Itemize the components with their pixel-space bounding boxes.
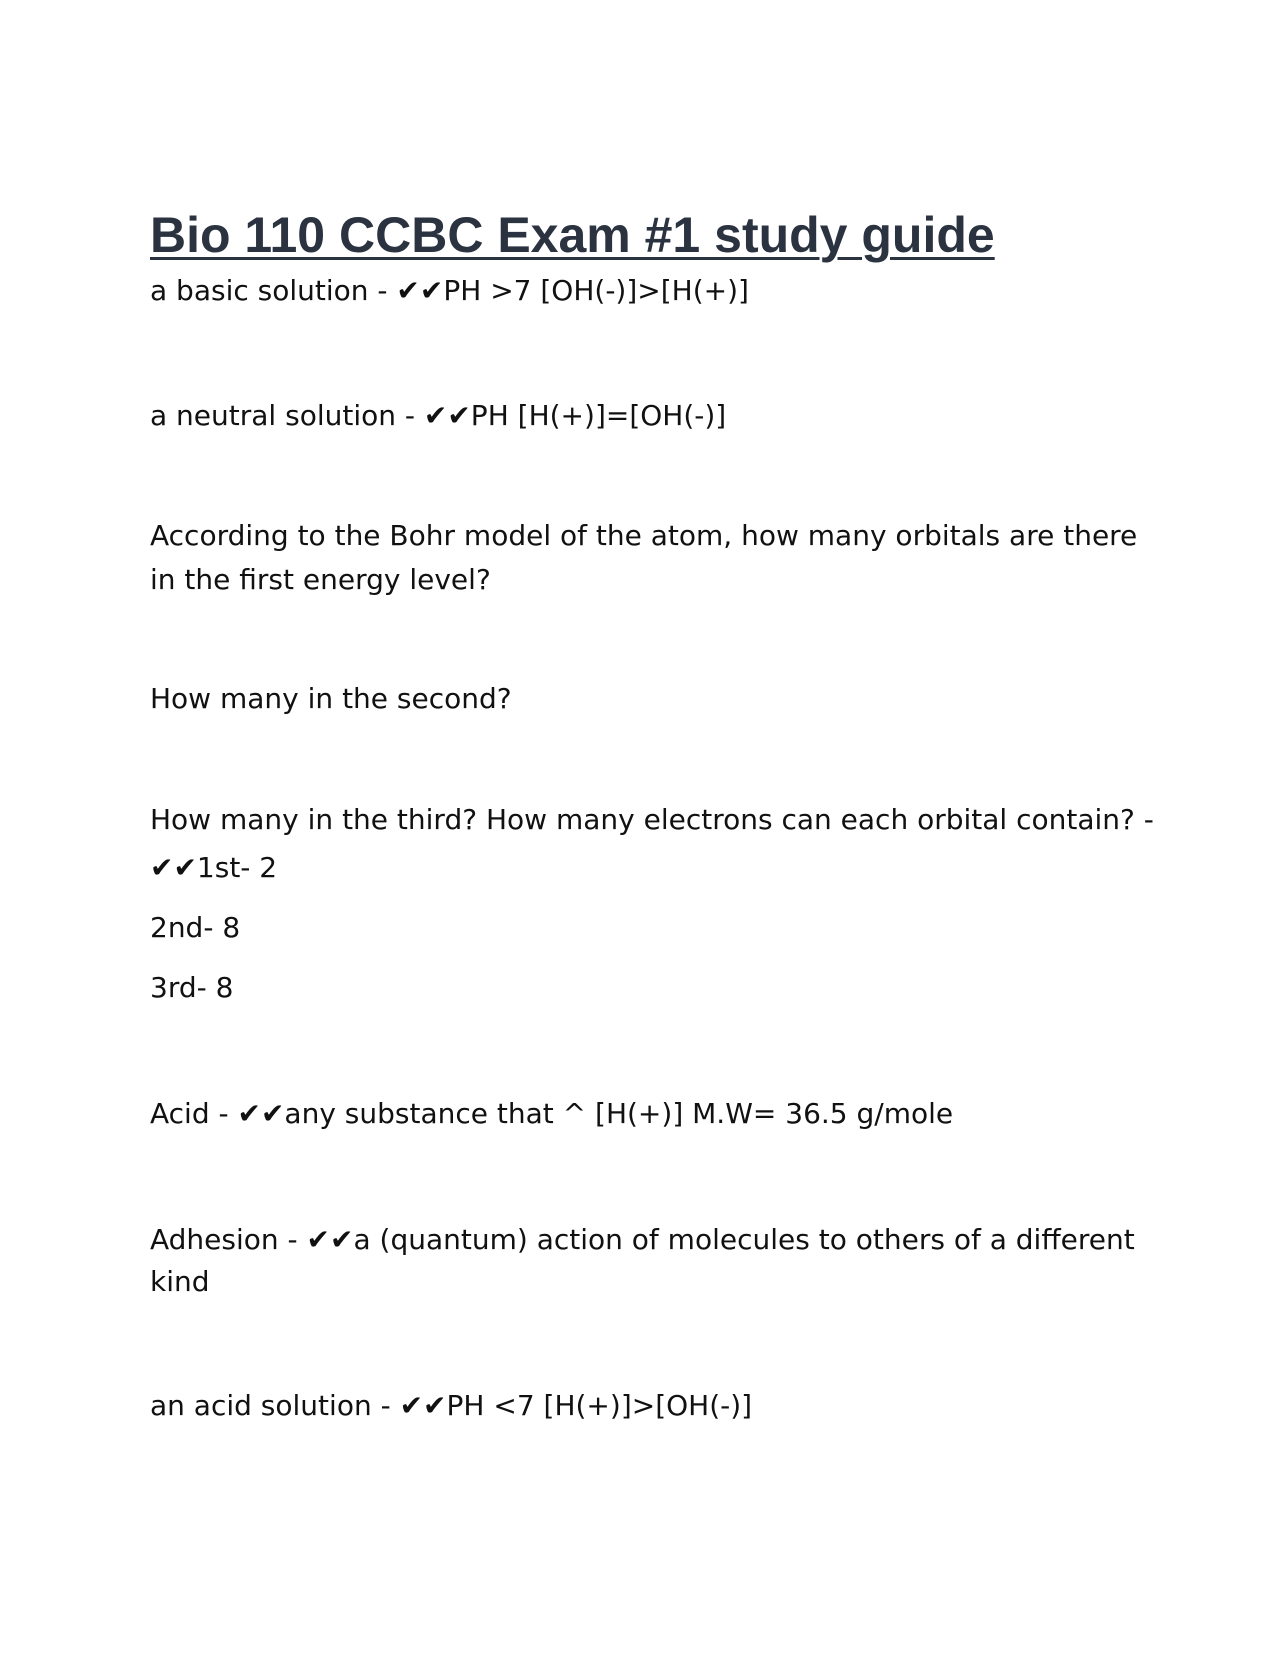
study-line-second-level-question: How many in the second? xyxy=(150,682,512,715)
study-line-bohr-question-continued: in the first energy level? xyxy=(150,563,491,596)
study-line-bohr-question: According to the Bohr model of the atom, how many orbitals are there xyxy=(150,519,1138,552)
study-line-acid: Acid - ✔✔any substance that ^ [H(+)] M.W= 36.5 g/mole xyxy=(150,1097,954,1130)
study-line-neutral-solution: a neutral solution - ✔✔PH [H(+)]=[OH(-)] xyxy=(150,399,727,432)
study-line-acid-solution: an acid solution - ✔✔PH <7 [H(+)]>[OH(-)] xyxy=(150,1389,753,1422)
study-line-adhesion: Adhesion - ✔✔a (quantum) action of molecules to others of a different xyxy=(150,1223,1135,1256)
study-line-second-level-answer: 2nd- 8 xyxy=(150,911,241,944)
study-line-first-level-answer: ✔✔1st- 2 xyxy=(150,851,278,884)
document-title: Bio 110 CCBC Exam #1 study guide xyxy=(150,207,995,263)
study-line-adhesion-continued: kind xyxy=(150,1265,210,1298)
study-line-third-level-answer: 3rd- 8 xyxy=(150,971,234,1004)
study-line-basic-solution: a basic solution - ✔✔PH >7 [OH(-)]>[H(+)] xyxy=(150,274,749,307)
study-line-third-level-question: How many in the third? How many electrons can each orbital contain? - xyxy=(150,803,1154,836)
